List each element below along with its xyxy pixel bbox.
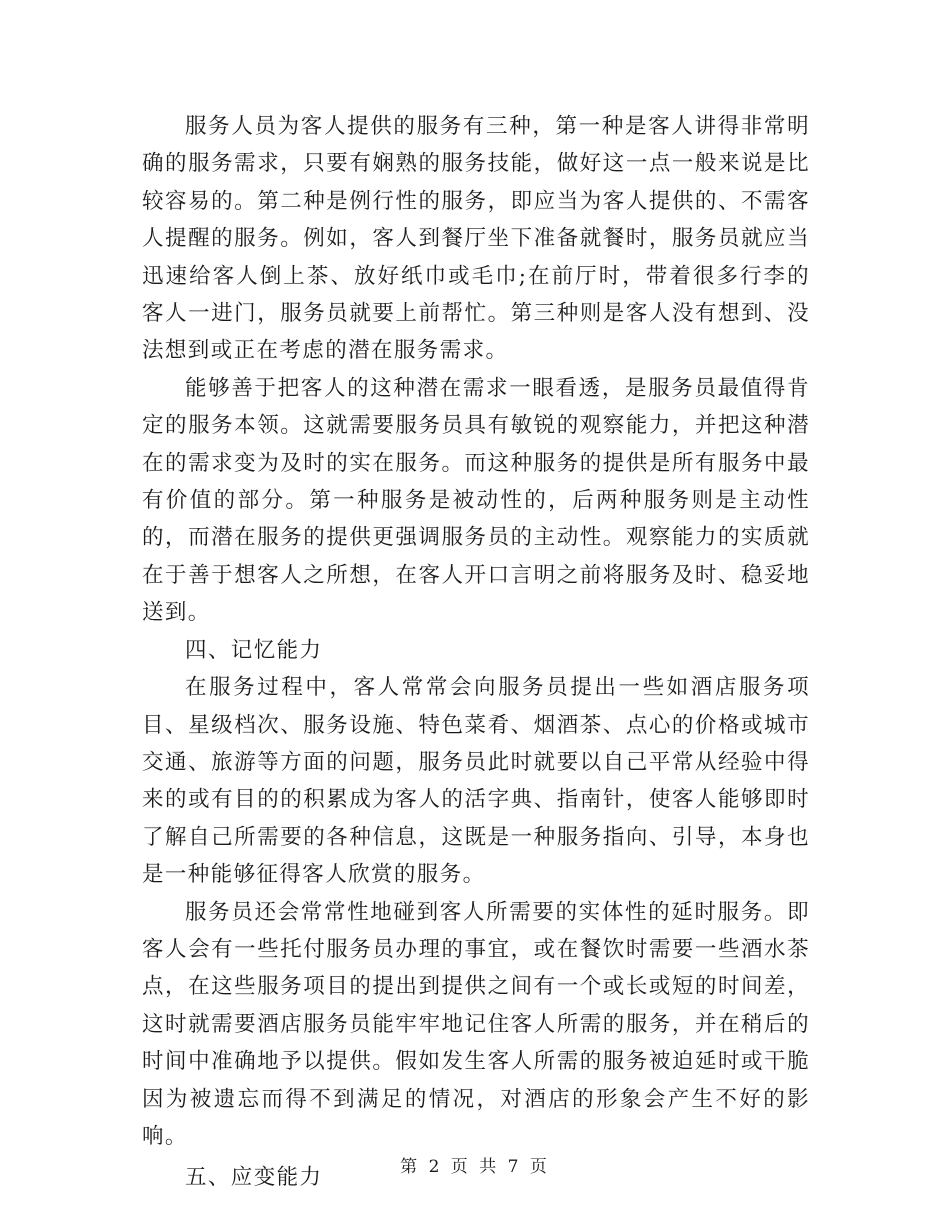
section-heading-adaptability: 五、应变能力	[185, 1165, 323, 1191]
paragraph-observation-ability: 能够善于把客人的这种潜在需求一眼看透，是服务员最值得肯定的服务本领。这就需要服务员具有敏锐的观察能力，并把这种潜在的需求变为及时的实在服务。而这种服务的提供是所有服务中最有价值的部分。第一种服务是被动性的，后两种服务则是主动性的，而潜在服务的提供更强调服务员的主动性。观察能力的实质就在于善于想客人之所想，在客人开口言明之前将服务及时、稳妥地送到。	[142, 375, 810, 626]
paragraph-memory-guide: 在服务过程中，客人常常会向服务员提出一些如酒店服务项目、星级档次、服务设施、特色菜肴、烟酒茶、点心的价格或城市交通、旅游等方面的问题，服务员此时就要以自己平常从经验中得来的或有目的的积累成为客人的活字典、指南针，使客人能够即时了解自己所需要的各种信息，这既是一种服务指向、引导，本身也是一种能够征得客人欣赏的服务。	[142, 675, 810, 888]
document-body	[142, 108, 810, 1197]
page-number-footer: 第 2 页 共 7 页	[400, 1157, 550, 1177]
paragraph-delayed-service: 服务员还会常常性地碰到客人所需要的实体性的延时服务。即客人会有一些托付服务员办理的事宜，或在餐饮时需要一些酒水茶点，在这些服务项目的提出到提供之间有一个或长或短的时间差，这时就需要酒店服务员能牢牢地记住客人所需的服务，并在稍后的时间中准确地予以提供。假如发生客人所需的服务被迫延时或干脆因为被遗忘而得不到满足的情况，对酒店的形象会产生不好的影响。	[142, 899, 810, 1149]
section-heading-memory-ability: 四、记忆能力	[185, 637, 323, 663]
paragraph-service-types: 服务人员为客人提供的服务有三种，第一种是客人讲得非常明确的服务需求，只要有娴熟的服务技能，做好这一点一般来说是比较容易的。第二种是例行性的服务，即应当为客人提供的、不需客人提醒的服务。例如，客人到餐厅坐下准备就餐时，服务员就应当迅速给客人倒上茶、放好纸巾或毛巾;在前厅时，带着很多行李的客人一进门，服务员就要上前帮忙。第三种则是客人没有想到、没法想到或正在考虑的潜在服务需求。	[142, 114, 810, 364]
